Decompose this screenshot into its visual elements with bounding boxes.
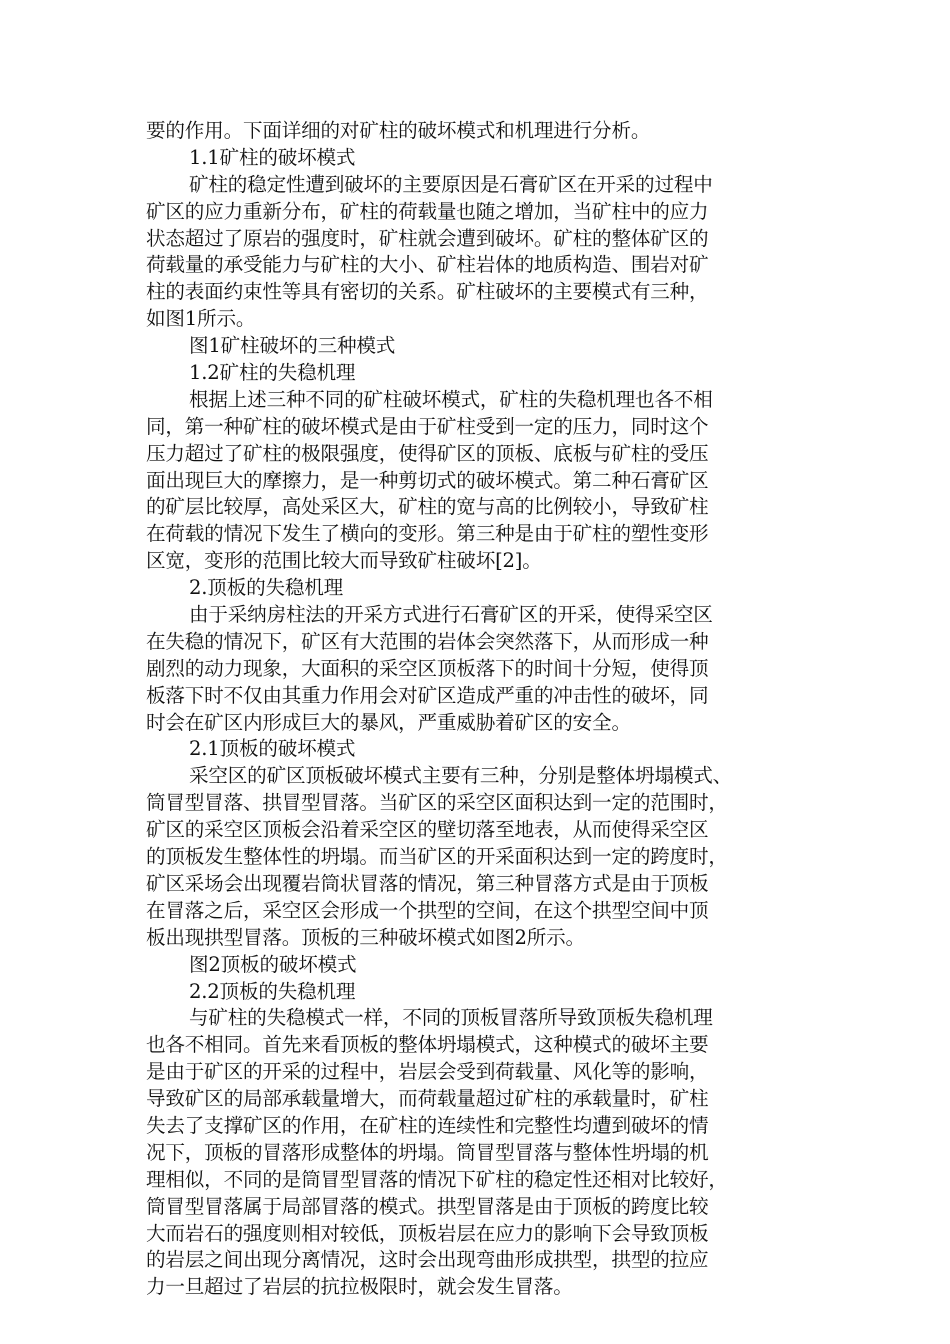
text-line: 荷载量的承受能力与矿柱的大小、矿柱岩体的地质构造、围岩对矿	[146, 253, 709, 277]
text-line: 况下，顶板的冒落形成整体的坍塌。筒冒型冒落与整体性坍塌的机	[146, 1140, 709, 1164]
text-line: 筒冒型冒落属于局部冒落的模式。拱型冒落是由于顶板的跨度比较	[146, 1194, 709, 1218]
text-line: 如图1所示。	[146, 307, 256, 331]
text-line: 图1矿柱破坏的三种模式	[189, 334, 396, 358]
text-line: 矿柱的稳定性遭到破坏的主要原因是石膏矿区在开采的过程中	[189, 172, 713, 196]
text-line: 面出现巨大的摩擦力，是一种剪切式的破坏模式。第二种石膏矿区	[146, 468, 709, 492]
text-line: 同，第一种矿柱的破坏模式是由于矿柱受到一定的压力，同时这个	[146, 414, 709, 438]
text-line: 的矿层比较厚，高处采区大，矿柱的宽与高的比例较小，导致矿柱	[146, 495, 709, 519]
text-line: 在荷载的情况下发生了横向的变形。第三种是由于矿柱的塑性变形	[146, 522, 709, 546]
text-line: 时会在矿区内形成巨大的暴风，严重威胁着矿区的安全。	[146, 710, 631, 734]
text-line: 是由于矿区的开采的过程中，岩层会受到荷载量、风化等的影响，	[146, 1060, 709, 1084]
text-line: 在失稳的情况下，矿区有大范围的岩体会突然落下，从而形成一种	[146, 629, 709, 653]
text-line: 筒冒型冒落、拱冒型冒落。当矿区的采空区面积达到一定的范围时，	[146, 791, 728, 815]
text-line: 与矿柱的失稳模式一样，不同的顶板冒落所导致顶板失稳机理	[189, 1006, 713, 1030]
text-line: 要的作用。下面详细的对矿柱的破坏模式和机理进行分析。	[146, 119, 651, 142]
text-line: 1.1矿柱的破坏模式	[189, 145, 356, 169]
text-line: 导致矿区的局部承载量增大，而荷载量超过矿柱的承载量时，矿柱	[146, 1087, 709, 1111]
text-line: 在冒落之后，采空区会形成一个拱型的空间，在这个拱型空间中顶	[146, 898, 709, 922]
text-line: 1.2矿柱的失稳机理	[189, 361, 356, 385]
text-line: 2.1顶板的破坏模式	[189, 737, 356, 761]
text-line: 柱的表面约束性等具有密切的关系。矿柱破坏的主要模式有三种，	[146, 280, 709, 304]
text-line: 板出现拱型冒落。顶板的三种破坏模式如图2所示。	[146, 925, 585, 949]
text-line: 2.2顶板的失稳机理	[189, 979, 356, 1003]
text-line: 矿区采场会出现覆岩筒状冒落的情况，第三种冒落方式是由于顶板	[146, 871, 709, 895]
text-line: 图2顶板的破坏模式	[189, 952, 357, 976]
text-line: 区宽，变形的范围比较大而导致矿柱破坏[2]。	[146, 549, 542, 573]
text-line: 由于采纳房柱法的开采方式进行石膏矿区的开采，使得采空区	[189, 603, 713, 627]
text-line: 剧烈的动力现象，大面积的采空区顶板落下的时间十分短，使得顶	[146, 656, 709, 680]
text-line: 状态超过了原岩的强度时，矿柱就会遭到破坏。矿柱的整体矿区的	[146, 226, 709, 250]
text-line: 力一旦超过了岩层的抗拉极限时，就会发生冒落。	[146, 1275, 573, 1299]
text-line: 理相似，不同的是筒冒型冒落的情况下矿柱的稳定性还相对比较好，	[146, 1167, 728, 1191]
text-line: 2.顶板的失稳机理	[189, 576, 344, 600]
text-line: 的岩层之间出现分离情况，这时会出现弯曲形成拱型，拱型的拉应	[146, 1248, 709, 1272]
text-line: 的顶板发生整体性的坍塌。而当矿区的开采面积达到一定的跨度时，	[146, 845, 728, 869]
document-page	[146, 118, 808, 1301]
text-line: 根据上述三种不同的矿柱破坏模式，矿柱的失稳机理也各不相	[189, 387, 713, 411]
text-line: 采空区的矿区顶板破坏模式主要有三种，分别是整体坍塌模式、	[189, 764, 733, 788]
text-line: 压力超过了矿柱的极限强度，使得矿区的顶板、底板与矿柱的受压	[146, 441, 709, 465]
text-line: 也各不相同。首先来看顶板的整体坍塌模式，这种模式的破坏主要	[146, 1033, 709, 1057]
text-line: 大而岩石的强度则相对较低，顶板岩层在应力的影响下会导致顶板	[146, 1221, 709, 1245]
text-line: 失去了支撑矿区的作用，在矿柱的连续性和完整性均遭到破坏的情	[146, 1113, 709, 1137]
text-line: 矿区的采空区顶板会沿着采空区的壁切落至地表，从而使得采空区	[146, 818, 709, 842]
text-line: 板落下时不仅由其重力作用会对矿区造成严重的冲击性的破坏，同	[146, 683, 709, 707]
text-line: 矿区的应力重新分布，矿柱的荷载量也随之增加，当矿柱中的应力	[146, 199, 709, 223]
